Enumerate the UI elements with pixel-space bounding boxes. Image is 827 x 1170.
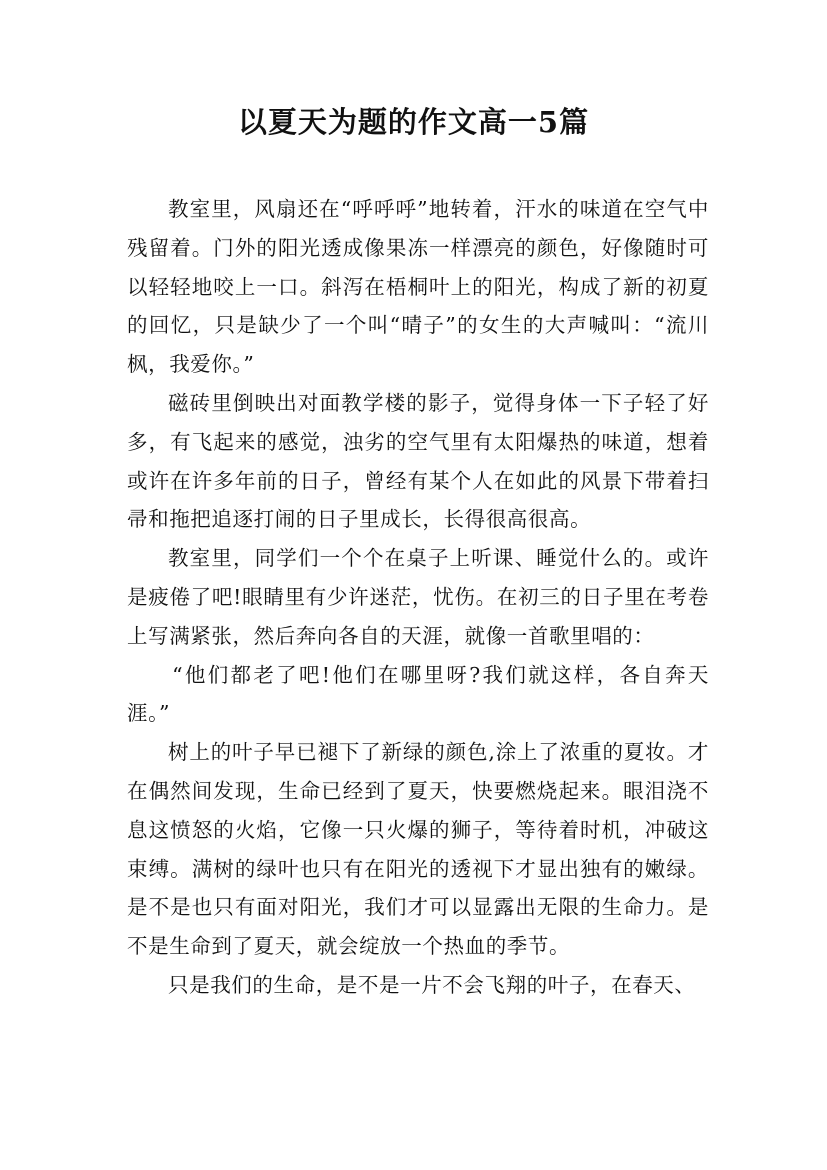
paragraph: 磁砖里倒映出对面教学楼的影子，觉得身体一下子轻了好多，有飞起来的感觉，浊劣的空气里有太阳爆热的味道，想着或许在许多年前的日子，曾经有某个人在如此的风景下带着扫帚和拖把追逐打闹的日子里成长，长得很高很高。 xyxy=(127,390,709,532)
quoted-lyric-paragraph: “他们都老了吧!他们在哪里呀?我们就这样，各自奔天涯。” xyxy=(127,662,709,726)
paragraph: 教室里，同学们一个个在桌子上听课、睡觉什么的。或许是疲倦了吧!眼睛里有少许迷茫，忧伤。在初三的日子里在考卷上写满紧张，然后奔向各自的天涯，就像一首歌里唱的： xyxy=(127,546,709,648)
document-body xyxy=(127,190,709,1005)
document-title: 以夏天为题的作文高一5篇 xyxy=(237,105,590,139)
paragraph: 只是我们的生命，是不是一片不会飞翔的叶子，在春天、 xyxy=(168,972,696,997)
paragraph: 树上的叶子早已褪下了新绿的颜色,涂上了浓重的夏妆。才在偶然间发现，生命已经到了夏天，快要燃烧起来。眼泪浇不息这愤怒的火焰，它像一只火爆的狮子，等待着时机，冲破这束缚。满树的绿叶也只有在阳光的透视下才显出独有的嫩绿。是不是也只有面对阳光，我们才可以显露出无限的生命力。是不是生命到了夏天，就会绽放一个热血的季节。 xyxy=(127,740,709,959)
paragraph: 教室里，风扇还在“呼呼呼”地转着，汗水的味道在空气中残留着。门外的阳光透成像果冻一样漂亮的颜色，好像随时可以轻轻地咬上一口。斜泻在梧桐叶上的阳光，构成了新的初夏的回忆，只是缺少了一个叫“晴子”的女生的大声喊叫：“流川枫，我爱你。” xyxy=(127,197,709,377)
